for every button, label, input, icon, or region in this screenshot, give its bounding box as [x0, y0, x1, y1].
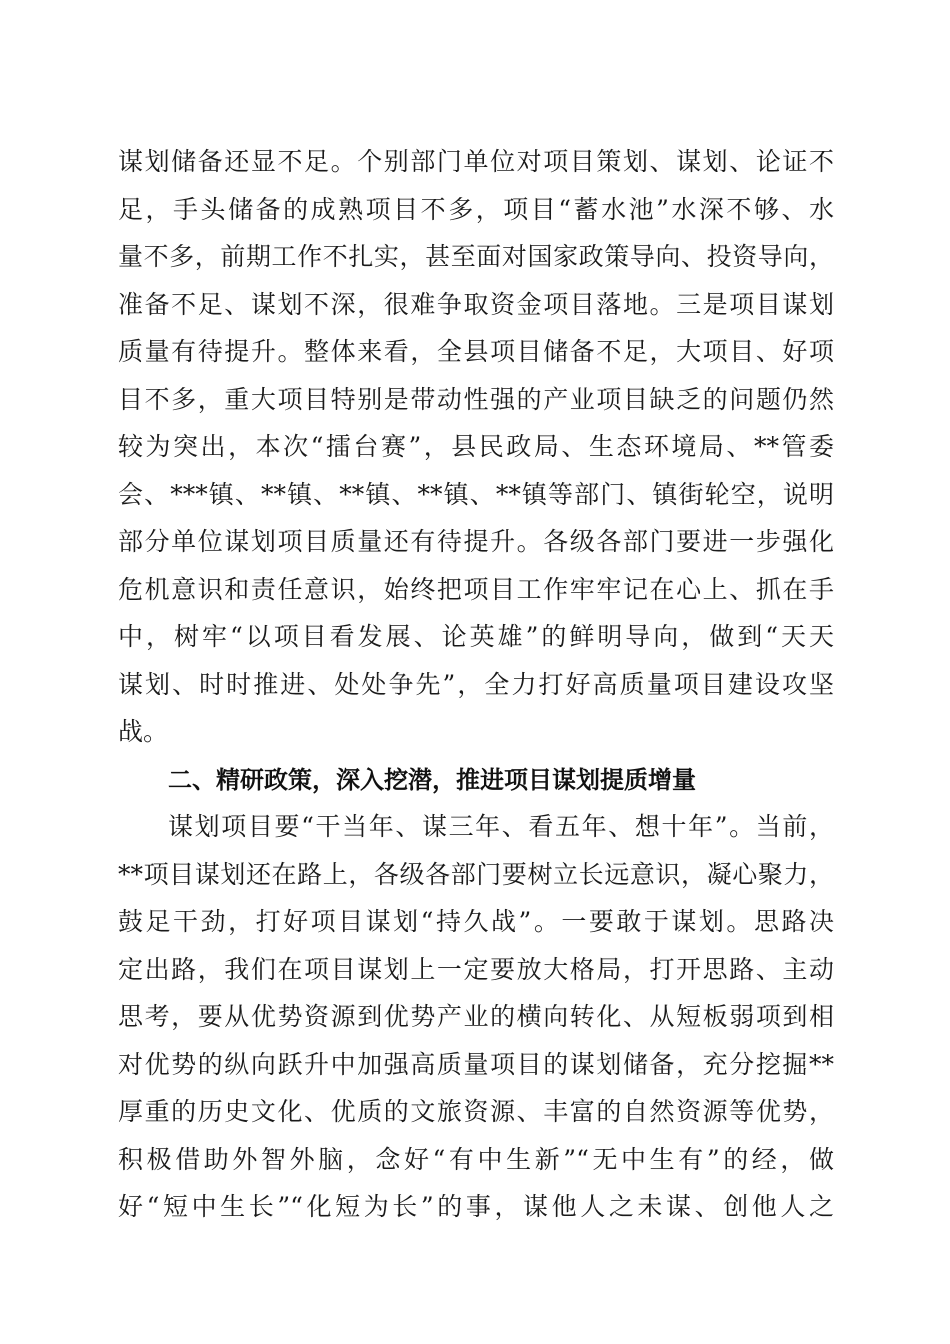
text-line: 会、***镇、**镇、**镇、**镇、**镇等部门、镇街轮空，说明	[118, 480, 834, 509]
section-heading: 二、精研政策，深入挖潜，推进项目谋划提质增量	[168, 766, 696, 794]
text-line: **项目谋划还在路上，各级各部门要树立长远意识，凝心聚力，	[118, 860, 834, 889]
text-line: 部分单位谋划项目质量还有待提升。各级各部门要进一步强化	[118, 527, 834, 556]
text-line: 量不多，前期工作不扎实，甚至面对国家政策导向、投资导向，	[118, 242, 834, 271]
text-line: 厚重的历史文化、优质的文旅资源、丰富的自然资源等优势，	[118, 1097, 834, 1126]
text-line: 危机意识和责任意识，始终把项目工作牢牢记在心上、抓在手	[118, 575, 834, 604]
text-line: 谋划储备还显不足。个别部门单位对项目策划、谋划、论证不	[118, 147, 834, 176]
text-line: 足，手头储备的成熟项目不多，项目“蓄水池”水深不够、水	[118, 195, 834, 224]
text-line: 定出路，我们在项目谋划上一定要放大格局，打开思路、主动	[118, 955, 834, 984]
text-line: 谋划、时时推进、处处争先”，全力打好高质量项目建设攻坚	[118, 670, 834, 699]
text-line: 目不多，重大项目特别是带动性强的产业项目缺乏的问题仍然	[118, 385, 834, 414]
text-line: 准备不足、谋划不深，很难争取资金项目落地。三是项目谋划	[118, 290, 834, 319]
text-line: 质量有待提升。整体来看，全县项目储备不足，大项目、好项	[118, 337, 834, 366]
text-line: 战。	[118, 717, 169, 746]
text-line: 谋划项目要“干当年、谋三年、看五年、想十年”。当前，	[168, 812, 834, 841]
text-line: 对优势的纵向跃升中加强高质量项目的谋划储备，充分挖掘**	[118, 1050, 834, 1079]
text-line: 较为突出，本次“擂台赛”，县民政局、生态环境局、**管委	[118, 432, 834, 461]
text-line: 鼓足干劲，打好项目谋划“持久战”。一要敢于谋划。思路决	[118, 907, 834, 936]
text-line: 积极借助外智外脑，念好“有中生新”“无中生有”的经，做	[118, 1145, 834, 1174]
text-line: 思考，要从优势资源到优势产业的横向转化、从短板弱项到相	[118, 1002, 834, 1031]
text-line: 中，树牢“以项目看发展、论英雄”的鲜明导向，做到“天天	[118, 622, 834, 651]
text-line: 好“短中生长”“化短为长”的事，谋他人之未谋、创他人之	[118, 1192, 834, 1221]
